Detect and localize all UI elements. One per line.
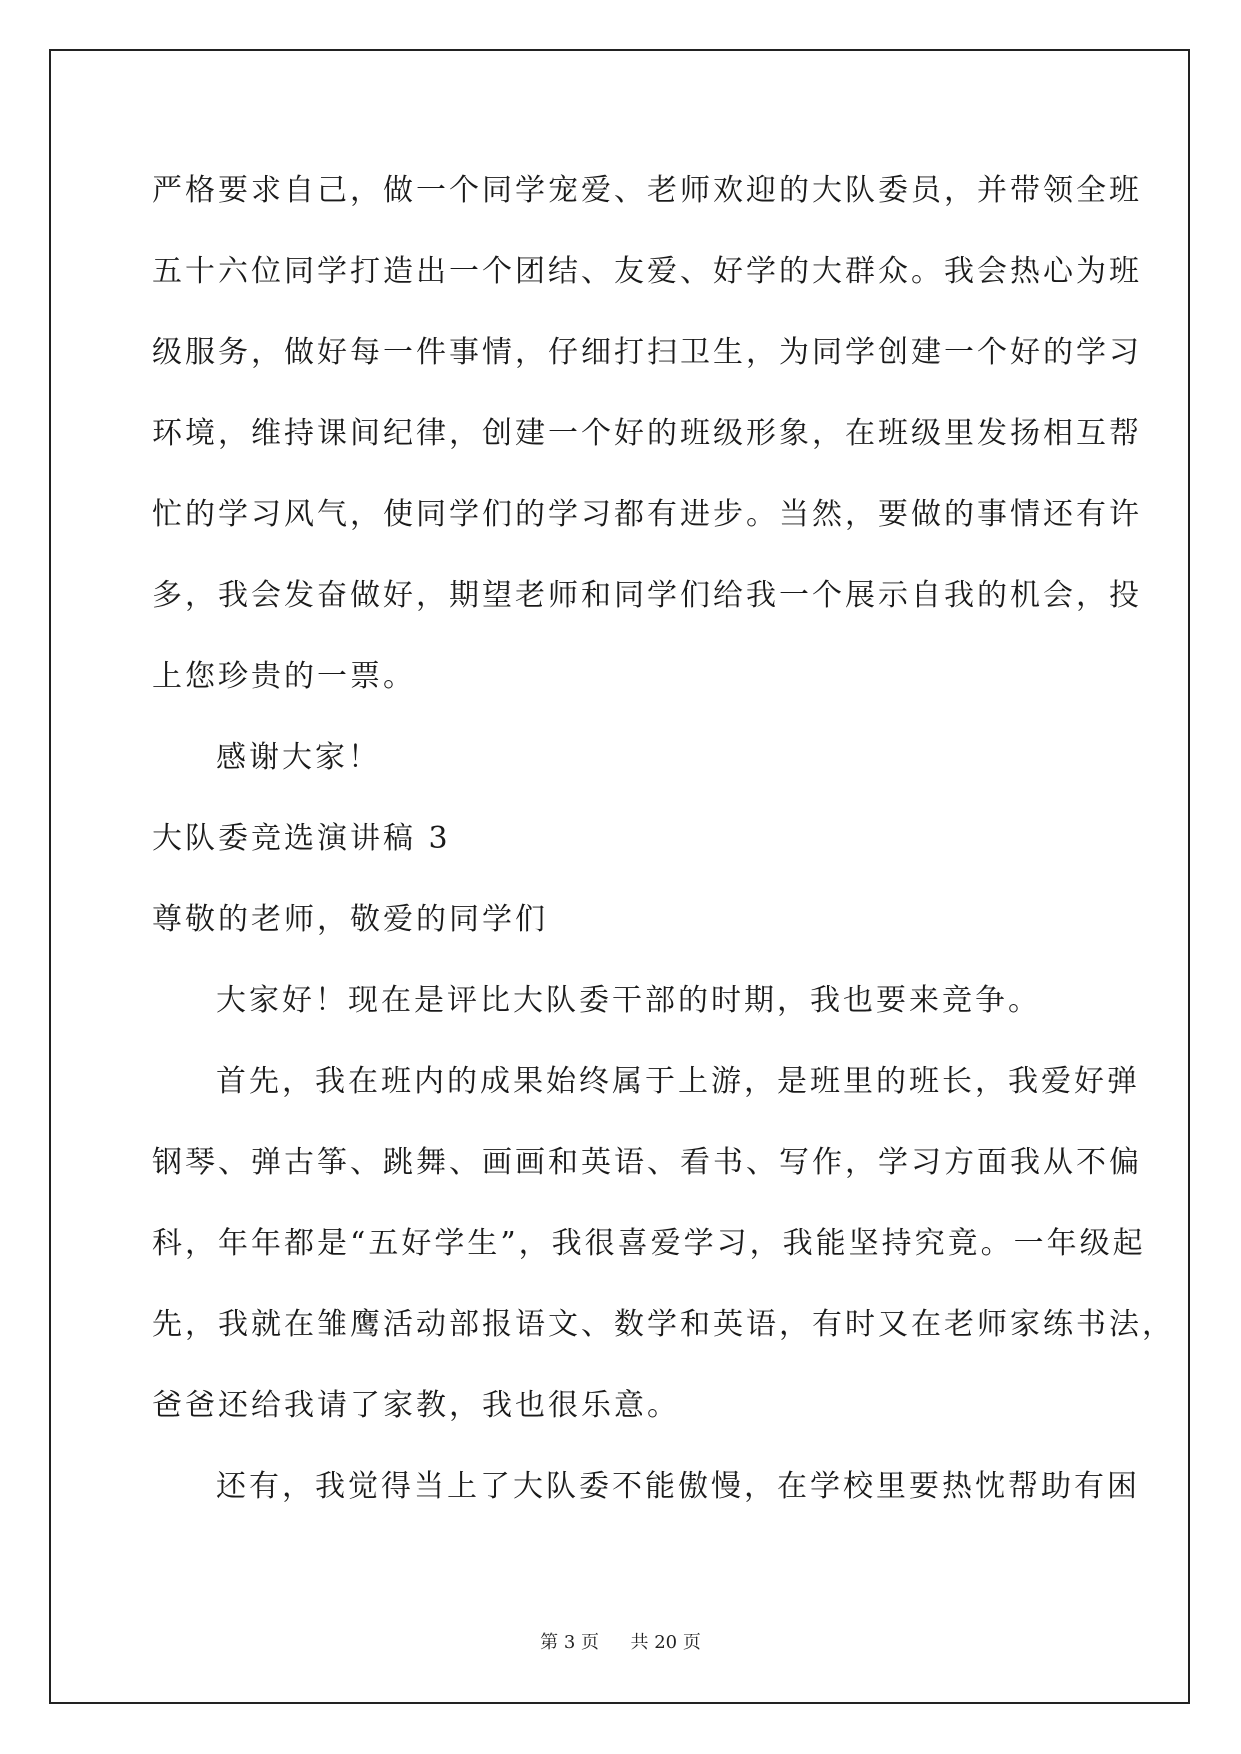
body-line: 爸爸还给我请了家教，我也很乐意。 bbox=[152, 1388, 680, 1423]
body-line: 级服务，做好每一件事情，仔细打扫卫生，为同学创建一个好的学习 bbox=[152, 335, 1142, 370]
body-line: 科，年年都是“五好学生”，我很喜爱学习，我能坚持究竟。一年级起 bbox=[152, 1226, 1146, 1261]
body-line: 先，我就在雏鹰活动部报语文、数学和英语，有时又在老师家练书法， bbox=[152, 1307, 1175, 1342]
body-line: 五十六位同学打造出一个团结、友爱、好学的大群众。我会热心为班 bbox=[152, 254, 1142, 289]
page-footer bbox=[0, 1628, 1241, 1654]
body-line: 首先，我在班内的成果始终属于上游，是班里的班长，我爱好弹 bbox=[216, 1064, 1140, 1099]
body-line: 大家好！现在是评比大队委干部的时期，我也要来竞争。 bbox=[216, 983, 1041, 1018]
body-line: 严格要求自己，做一个同学宠爱、老师欢迎的大队委员，并带领全班 bbox=[152, 173, 1142, 208]
body-line: 环境，维持课间纪律，创建一个好的班级形象，在班级里发扬相互帮 bbox=[152, 416, 1142, 451]
body-line: 多，我会发奋做好，期望老师和同学们给我一个展示自我的机会，投 bbox=[152, 578, 1142, 613]
page-number-total: 共 20 页 bbox=[630, 1632, 701, 1653]
body-line: 上您珍贵的一票。 bbox=[152, 659, 416, 694]
closing-line: 感谢大家！ bbox=[216, 740, 381, 775]
salutation: 尊敬的老师，敬爱的同学们 bbox=[152, 902, 548, 937]
body-line: 还有，我觉得当上了大队委不能傲慢，在学校里要热忱帮助有困 bbox=[216, 1469, 1140, 1504]
section-heading: 大队委竞选演讲稿 3 bbox=[152, 821, 451, 856]
body-line: 忙的学习风气，使同学们的学习都有进步。当然，要做的事情还有许 bbox=[152, 497, 1142, 532]
body-line: 钢琴、弹古筝、跳舞、画画和英语、看书、写作，学习方面我从不偏 bbox=[152, 1145, 1142, 1180]
document-body bbox=[152, 150, 1175, 1527]
page-number-current: 第 3 页 bbox=[540, 1632, 600, 1653]
